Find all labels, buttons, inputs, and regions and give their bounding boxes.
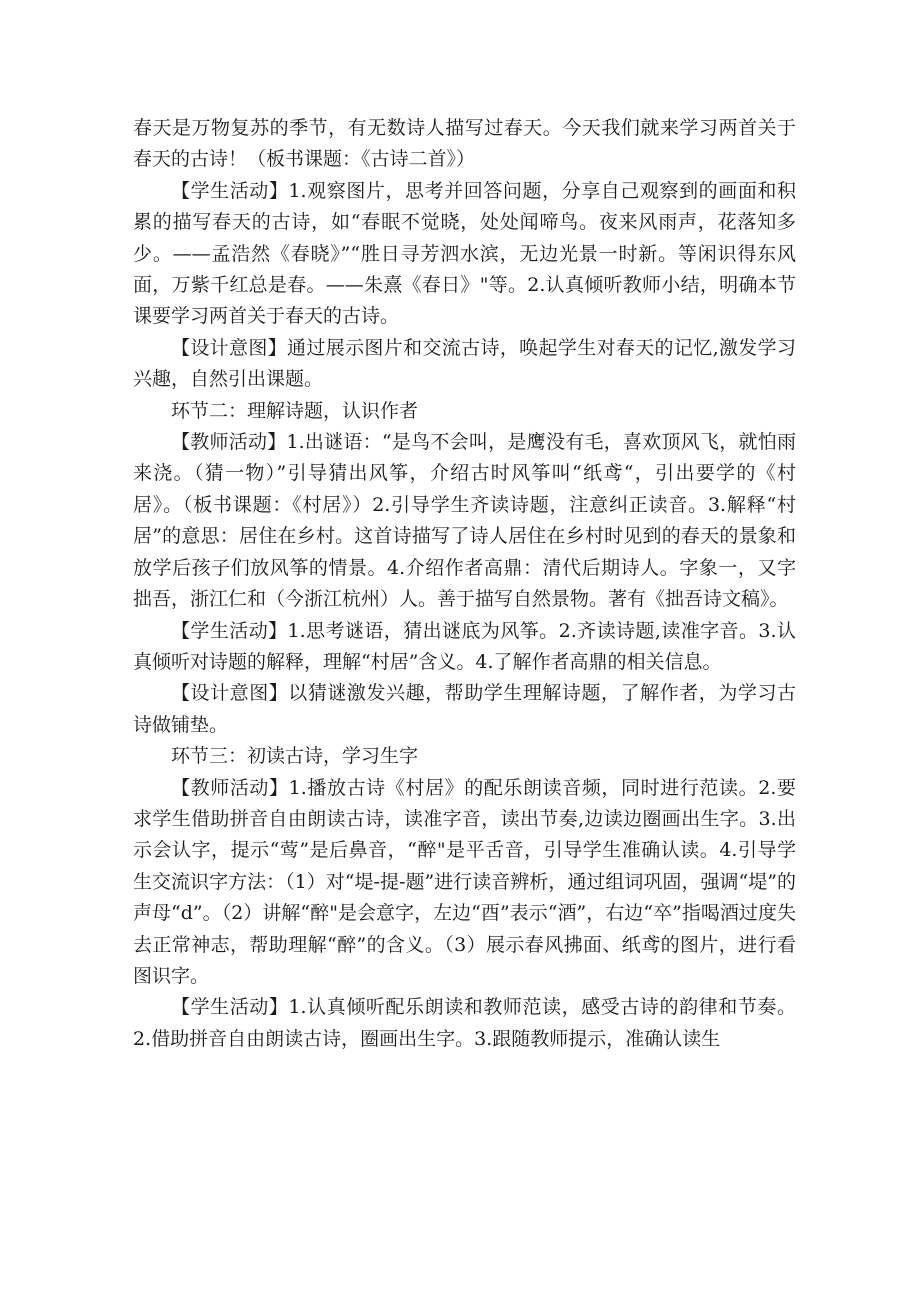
paragraph-student-activity-3: 【学生活动】1.认真倾听配乐朗读和教师范读，感受古诗的韵律和节奏。2.借助拼音自由朗读古诗，圈画出生字。3.跟随教师提示，准确认读生 bbox=[133, 996, 796, 1050]
paragraph-teacher-activity-2: 【教师活动】1.出谜语：“是鸟不会叫，是鹰没有毛，喜欢顶风飞，就怕雨来浇。（猜一物）”引导猜出风筝，介绍古时风筝叫“纸鸢“，引出要学的《村居》。（板书课题：《村居》）2.引导学生齐读诗题，注意纠正读音。3.解释“村居”的意思：居住在乡村。这首诗描写了诗人居住在乡村时见到的春天的景象和放学后孩子们放风筝的情景。4.介绍作者高鼎：清代后期诗人。字象一，又字拙吾，浙江仁和（今浙江杭州）人。善于描写自然景物。著有《拙吾诗文稿》。 bbox=[133, 431, 796, 611]
paragraph-design-intent-1: 【设计意图】通过展示图片和交流古诗，唤起学生对春天的记忆,激发学习兴趣，自然引出课题。 bbox=[133, 336, 796, 391]
paragraph-teacher-activity-3: 【教师活动】1.播放古诗《村居》的配乐朗读音频，同时进行范读。2.要求学生借助拼音自由朗读古诗，读准字音，读出节奏,边读边圈画出生字。3.出示会认字，提示“莺”是后鼻音，“醉"是平舌音，引导学生准确认读。4.引导学生交流识字方法：（1）对“堤-提-题”进行读音辨析，通过组词巩固，强调“堤”的声母“d”。（2）讲解“醉"是会意字，左边“酉”表示“酒”，右边“卒”指喝酒过度失去正常神志，帮助理解“醉”的含义。（3）展示春风拂面、纸鸢的图片，进行看图识字。 bbox=[133, 776, 796, 987]
document-body bbox=[133, 113, 796, 1055]
paragraph-student-activity-2: 【学生活动】1.思考谜语，猜出谜底为风筝。2.齐读诗题,读准字音。3.认真倾听对诗题的解释，理解“村居”含义。4.了解作者高鼎的相关信息。 bbox=[133, 619, 796, 673]
section-heading-3: 环节三：初读古诗，学习生字 bbox=[171, 745, 419, 768]
section-heading-2: 环节二：理解诗题，认识作者 bbox=[171, 399, 419, 422]
paragraph-design-intent-2: 【设计意图】以猜谜激发兴趣，帮助学生理解诗题，了解作者，为学习古诗做铺垫。 bbox=[133, 682, 796, 736]
paragraph-student-activity-1: 【学生活动】1.观察图片，思考并回答问题，分享自己观察到的画面和积累的描写春天的古诗，如“春眠不觉晓，处处闻啼鸟。夜来风雨声，花落知多少。——孟浩然《春晓》”“胜日寻芳泗水滨，无边光景一时新。等闲识得东风面，万紫千红总是春。——朱熹《春日》"等。2.认真倾听教师小结，明确本节课要学习两首关于春天的古诗。 bbox=[133, 179, 796, 328]
paragraph-intro: 春天是万物复苏的季节，有无数诗人描写过春天。今天我们就来学习两首关于春天的古诗！（板书课题：《古诗二首》） bbox=[133, 117, 796, 171]
